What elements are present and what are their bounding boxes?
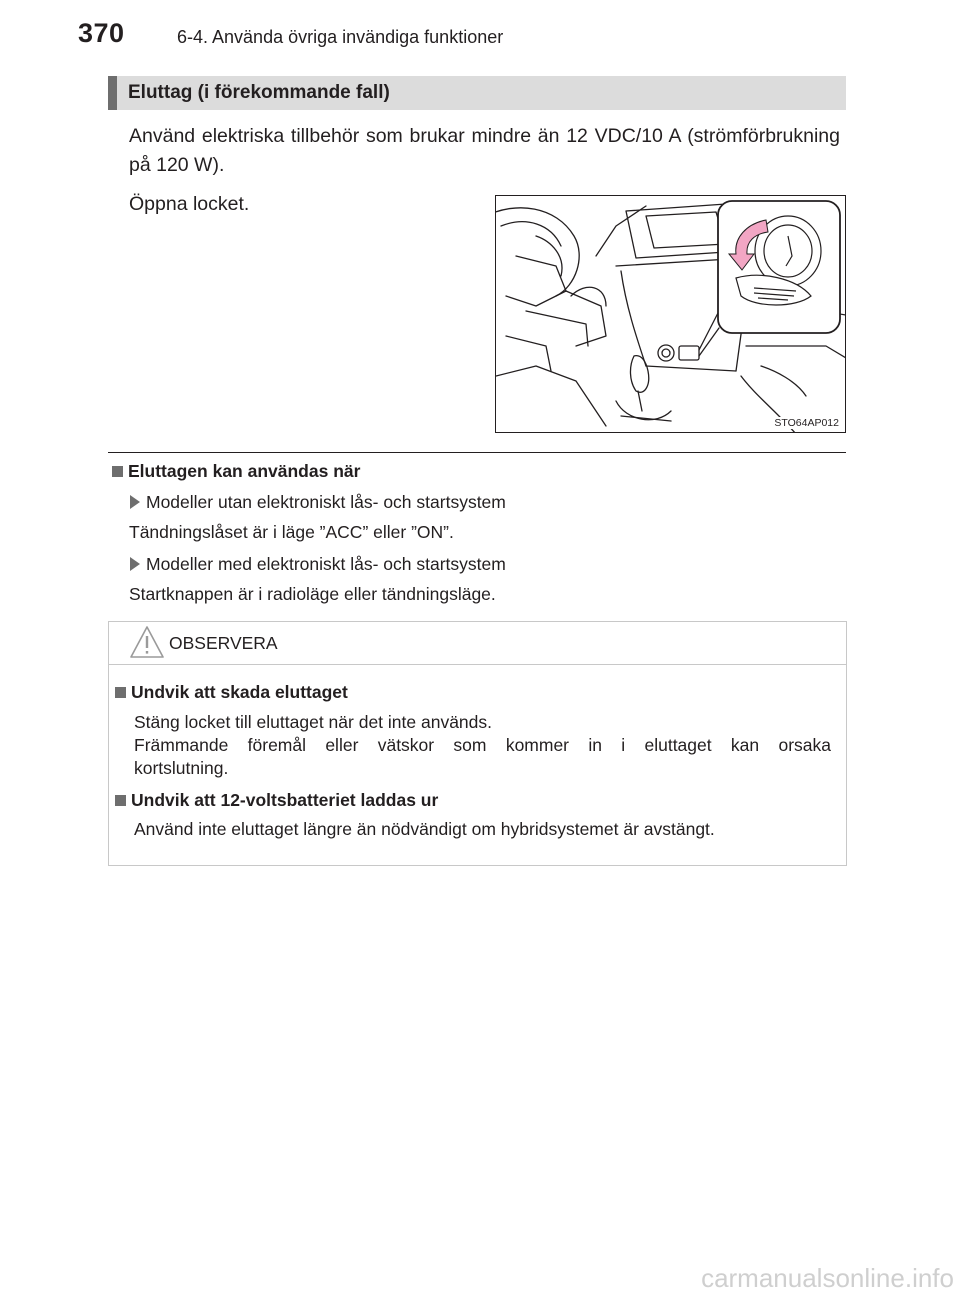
usage-condition: Tändningslåset är i läge ”ACC” eller ”ON”. [129,522,454,542]
notice-line: Främmande föremål eller vätskor som kommer in i eluttaget kan orsaka [134,735,831,755]
notice-item-heading-text: Undvik att 12-voltsbatteriet laddas ur [131,790,439,810]
notice-item-heading [115,682,348,703]
notice-item-heading [115,790,438,811]
square-bullet-icon [115,795,126,806]
model-label-text: Modeller med elektroniskt lås- och startsystem [146,554,506,574]
illustration-code: STO64AP012 [774,417,839,429]
section-heading [108,76,846,110]
notice-item-heading-text: Undvik att skada eluttaget [131,682,348,702]
notice-label: OBSERVERA [169,633,278,653]
notice-line: Stäng locket till eluttaget när det inte används. [134,712,493,732]
triangle-arrow-icon [130,557,140,571]
section-title: Eluttag (i förekommande fall) [128,82,390,103]
notice-header [109,622,846,665]
intro-paragraph: Använd elektriska tillbehör som brukar mindre än 12 VDC/10 A (strömförbrukning på 120 W). [129,125,840,176]
usage-condition: Startknappen är i radioläge eller tändningsläge. [129,584,496,604]
page-number: 370 [78,18,125,48]
notice-box [108,621,847,866]
dashboard-drawing [496,196,846,433]
model-label-text: Modeller utan elektroniskt lås- och startsystem [146,492,506,512]
section-divider [108,452,846,453]
square-bullet-icon [115,687,126,698]
notice-item-text: Använd inte eluttaget längre än nödvändigt om hybridsystemet är avstängt. [134,819,715,839]
footer-watermark: carmanualsonline.info [701,1263,954,1293]
usage-heading [112,461,360,482]
model-label [130,554,506,575]
notice-item-text [134,711,831,780]
step-text: Öppna locket. [129,193,250,215]
chapter-title: 6-4. Använda övriga invändiga funktioner [177,27,504,47]
model-label [130,492,506,513]
triangle-arrow-icon [130,495,140,509]
warning-triangle-icon [129,625,165,659]
square-bullet-icon [112,466,123,477]
notice-line: kortslutning. [134,758,229,778]
power-outlet-illustration [495,195,846,433]
usage-heading-text: Eluttagen kan användas när [128,461,361,481]
